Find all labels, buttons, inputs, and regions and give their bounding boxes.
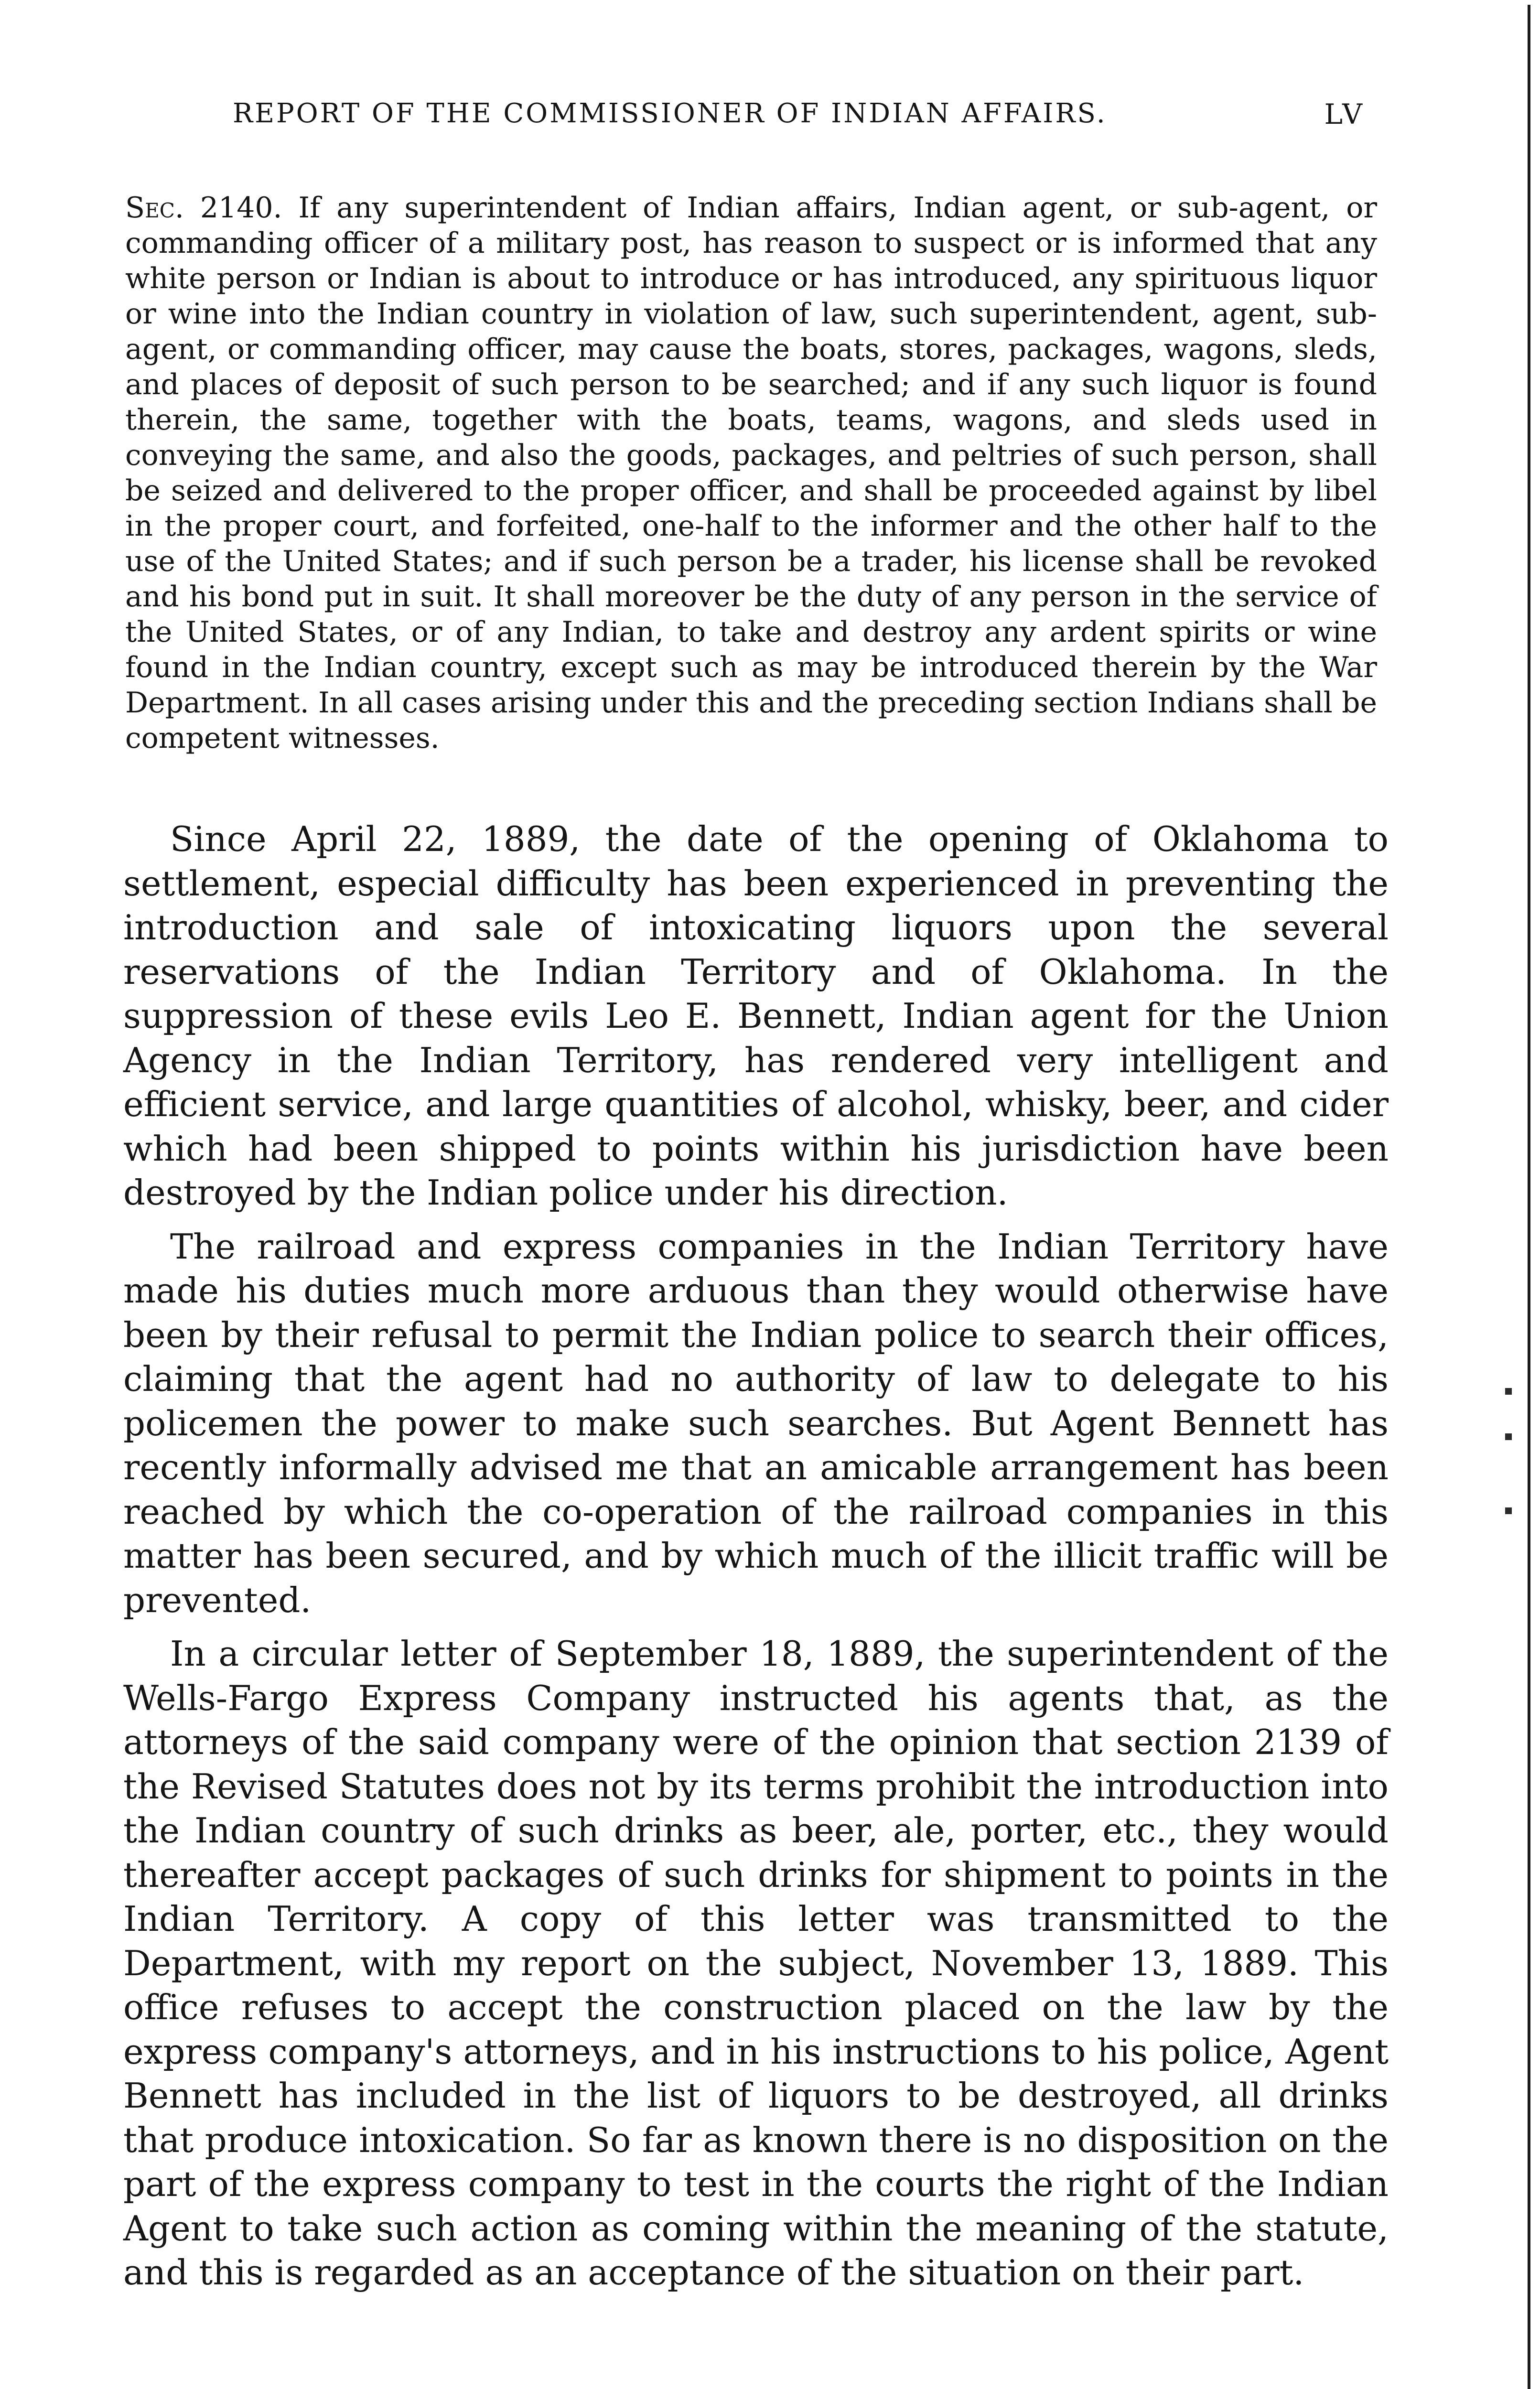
margin-mark bbox=[1505, 1507, 1512, 1514]
statute-section-2140 bbox=[125, 190, 1377, 756]
paragraph-railroad-express: The railroad and express companies in the Indian Territory have made his duties much more arduous than they would otherwise have been by their refusal to permit the Indian police to search their offices, claiming that the agent had no authority of law to delegate to his policemen the power to make such searches. But Agent Bennett has recently informally advised me that an amicable arrangement has been reached by which the co-operation of the railroad companies in this matter has been secured, and by which much of the illicit traffic will be prevented. bbox=[123, 1226, 1389, 1620]
statute-text: If any superintendent of Indian affairs, Indian agent, or sub-agent, or commanding officer of a military post, has reason to suspect or is informed that any white person or Indian is about to introduce or has introduced, any spirituous liquor or wine into the Indian country in violation of law, such superintendent, agent, sub-agent, or commanding officer, may cause the boats, stores, packages, wagons, sleds, and places of deposit of such person to be searched; and if any such liquor is found therein, the same, together with the boats, teams, wagons, and sleds used in conveying the same, and also the goods, packages, and peltries of such person, shall be seized and delivered to the proper officer, and shall be proceeded against by libel in the proper court, and forfeited, one-half to the informer and the other half to the use of the United States; and if such person be a trader, his license shall be revoked and his bond put in suit. It shall moreover be the duty of any person in the service of the United States, or of any Indian, to take and destroy any ardent spirits or wine found in the Indian country, except such as may be introduced therein by the War Department. In all cases arising under this and the preceding section Indians shall be competent witnesses. bbox=[125, 191, 1378, 755]
body-text bbox=[123, 817, 1389, 2304]
statute-section-label: Sec. 2140. bbox=[125, 191, 282, 225]
paragraph-wells-fargo: In a circular letter of September 18, 1889, the superintendent of the Wells-Fargo Express Company instructed his agents that, as the attorneys of the said company were of the opinion that section 2139 of the Revised Statutes does not by its terms prohibit the introduction into the Indian country of such drinks as beer, ale, porter, etc., they would thereafter accept packages of such drinks for shipment to points in the Indian Territory. A copy of this letter was transmitted to the Department, with my report on the subject, November 13, 1889. This office refuses to accept the construction placed on the law by the express company's attorneys, and in his instructions to his police, Agent Bennett has included in the list of liquors to be destroyed, all drinks that produce intoxication. So far as known there is no disposition on the part of the express company to test in the courts the right of the Indian Agent to take such action as coming within the meaning of the statute, and this is regarded as an acceptance of the situation on their part. bbox=[123, 1634, 1389, 2292]
margin-mark bbox=[1505, 1433, 1512, 1440]
running-title: REPORT OF THE COMMISSIONER OF INDIAN AFFAIRS. bbox=[233, 98, 1107, 129]
running-header bbox=[233, 98, 1365, 146]
paragraph-oklahoma-liquor: Since April 22, 1889, the date of the opening of Oklahoma to settlement, especial difficulty has been experienced in preventing the introduction and sale of intoxicating liquors upon the several reservations of the Indian Territory and of Oklahoma. In the suppression of these evils Leo E. Bennett, Indian agent for the Union Agency in the Indian Territory, has rendered very intelligent and efficient service, and large quantities of alcohol, whisky, beer, and cider which had been shipped to points within his jurisdiction have been destroyed by the Indian police under his direction. bbox=[123, 819, 1389, 1213]
margin-mark bbox=[1505, 1388, 1512, 1395]
page-number: LV bbox=[1324, 98, 1365, 130]
